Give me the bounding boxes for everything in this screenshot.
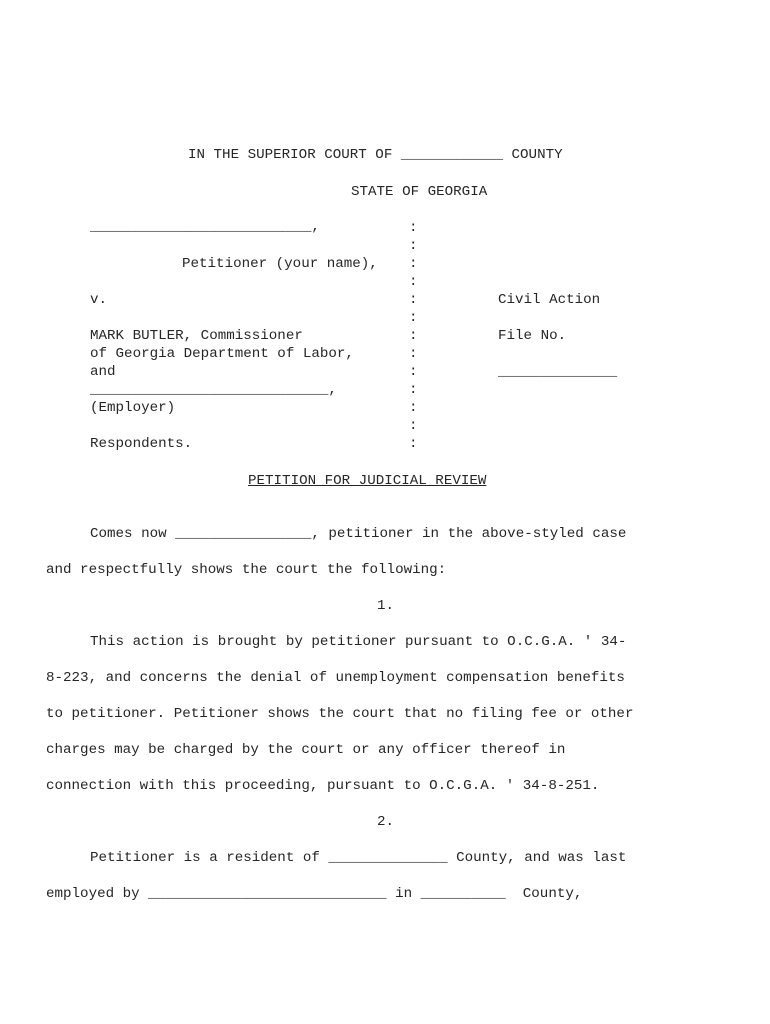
respondent-and: and [90,364,116,380]
paragraph-line: employed by ____________________________ in __________ County, [46,886,583,902]
file-number-blank: ______________ [498,364,618,380]
civil-action-label: Civil Action [498,292,601,308]
separator-colon: : [409,220,418,236]
petitioner-label: Petitioner (your name), [182,256,378,272]
paragraph-line: 8-223, and concerns the denial of unemployment compensation benefits [46,670,625,686]
separator-colon: : [409,382,418,398]
paragraph-number: 1. [377,598,395,614]
respondent-department: of Georgia Department of Labor, [90,346,354,362]
respondents-label: Respondents. [90,436,193,452]
separator-colon: : [409,328,418,344]
separator-colon: : [409,274,418,290]
intro-line: Comes now ________________, petitioner in the above-styled case [90,526,627,542]
separator-colon: : [409,364,418,380]
separator-colon: : [409,346,418,362]
state-heading: STATE OF GEORGIA [351,184,488,200]
document-title: PETITION FOR JUDICIAL REVIEW [248,473,487,489]
separator-colon: : [409,418,418,434]
paragraph-line: Petitioner is a resident of ______________ County, and was last [90,850,627,866]
separator-colon: : [409,292,418,308]
paragraph-line: This action is brought by petitioner pursuant to O.C.G.A. ' 34- [90,634,627,650]
employer-name-blank: ____________________________, [90,382,337,398]
versus-label: v. [90,292,108,308]
separator-colon: : [409,256,418,272]
court-heading: IN THE SUPERIOR COURT OF ____________ COUNTY [188,147,563,163]
paragraph-number: 2. [377,814,395,830]
paragraph-line: charges may be charged by the court or any officer thereof in [46,742,566,758]
separator-colon: : [409,400,418,416]
petitioner-name-blank: __________________________, [90,219,320,235]
respondent-commissioner: MARK BUTLER, Commissioner [90,328,303,344]
employer-label: (Employer) [90,400,176,416]
separator-colon: : [409,310,418,326]
paragraph-line: connection with this proceeding, pursuant to O.C.G.A. ' 34-8-251. [46,778,600,794]
intro-line: and respectfully shows the court the following: [46,562,447,578]
separator-colon: : [409,238,418,254]
paragraph-line: to petitioner. Petitioner shows the court that no filing fee or other [46,706,634,722]
file-number-label: File No. [498,328,567,344]
separator-colon: : [409,436,418,452]
